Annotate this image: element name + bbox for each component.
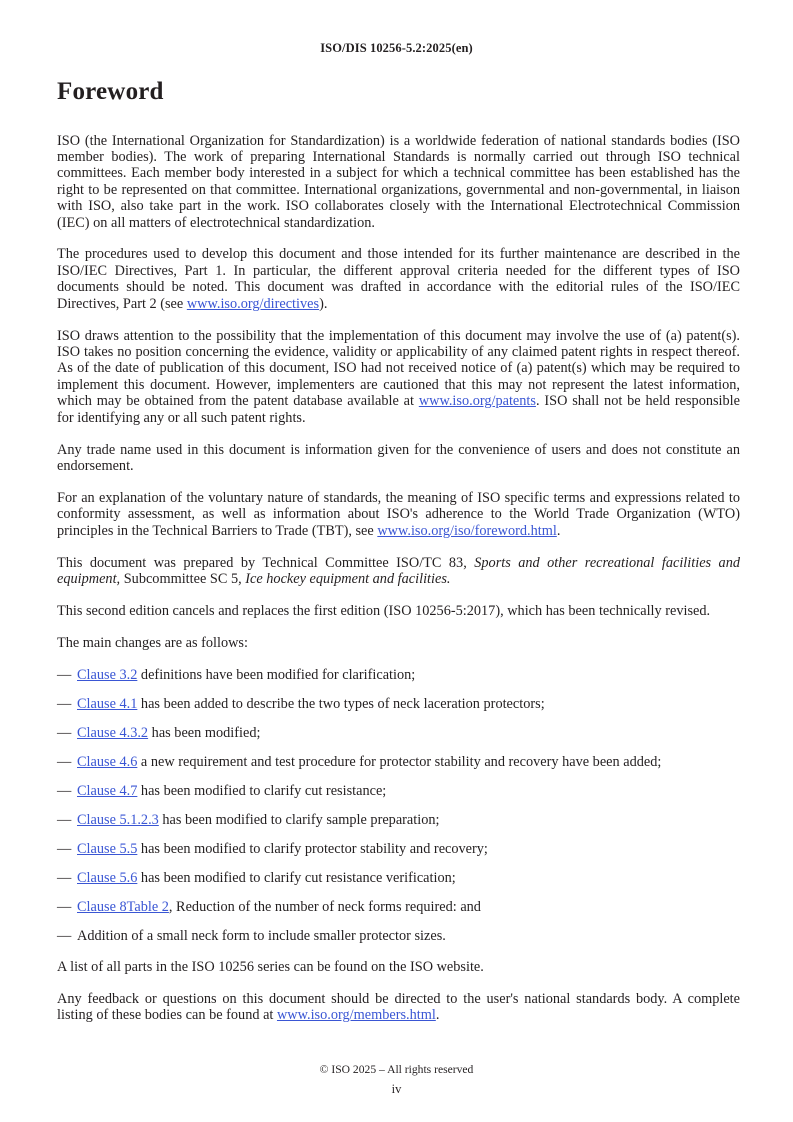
link-iso-patents[interactable]: www.iso.org/patents bbox=[418, 393, 536, 410]
list-dash: — bbox=[57, 782, 72, 799]
link-clause[interactable]: Clause 8Table 2 bbox=[77, 898, 169, 915]
footer-copyright: © ISO 2025 – All rights reserved bbox=[319, 1063, 474, 1076]
paragraph-patents bbox=[57, 328, 740, 426]
committee-text-2: Subcommittee SC 5, bbox=[120, 570, 246, 587]
list-dash: — bbox=[57, 666, 72, 683]
list-item bbox=[57, 696, 740, 712]
list-item-text: has been modified to clarify cut resistance verification; bbox=[137, 869, 456, 886]
list-item bbox=[57, 783, 740, 799]
list-item bbox=[57, 841, 740, 857]
list-item bbox=[57, 899, 740, 915]
list-item-text: , Reduction of the number of neck forms required: and bbox=[168, 898, 481, 915]
running-head: ISO/DIS 10256-5.2:2025(en) bbox=[320, 41, 473, 55]
list-dash: — bbox=[57, 898, 72, 915]
link-clause[interactable]: Clause 5.5 bbox=[77, 840, 138, 857]
paragraph-procedures bbox=[57, 246, 740, 312]
paragraph-trade-name: Any trade name used in this document is information given for the convenience of users and does not constitute an endorsement. bbox=[57, 441, 740, 474]
list-item bbox=[57, 928, 740, 944]
link-clause[interactable]: Clause 4.6 bbox=[77, 753, 138, 770]
list-item-text: has been modified; bbox=[148, 724, 261, 741]
link-clause[interactable]: Clause 4.1 bbox=[77, 695, 138, 712]
paragraph-committee bbox=[57, 555, 740, 588]
paragraph-patents-text-before: ISO draws attention to the possibility that the implementation of this document may involve the use of (a) patent(s). ISO takes no position concerning the evidence, validity or applicability of any claimed patent rights in respect thereof. As of the date of publication of this document, ISO had not received notice of (a) patent(s) which may be required to implement this document. However, implementers are cautioned that this may not represent the latest information, which may be obtained from the patent database available at bbox=[57, 327, 740, 410]
paragraph-voluntary-nature bbox=[57, 490, 740, 539]
link-iso-directives[interactable]: www.iso.org/directives bbox=[186, 295, 320, 312]
list-item-text: has been modified to clarify protector stability and recovery; bbox=[137, 840, 488, 857]
list-item-text: has been modified to clarify sample preparation; bbox=[158, 811, 440, 828]
list-item bbox=[57, 725, 740, 741]
paragraph-patents-text-after: . ISO shall not be held responsible for identifying any or all such patent rights. bbox=[57, 393, 740, 426]
list-dash: — bbox=[57, 869, 72, 886]
list-dash: — bbox=[57, 724, 72, 741]
list-item bbox=[57, 754, 740, 770]
list-item-text: has been modified to clarify cut resistance; bbox=[137, 782, 387, 799]
list-dash: — bbox=[57, 811, 72, 828]
paragraph-procedures-text-after: ). bbox=[319, 295, 328, 312]
list-item-text: a new requirement and test procedure for protector stability and recovery have been added; bbox=[137, 753, 662, 770]
paragraph-iso-intro: ISO (the International Organization for Standardization) is a worldwide federation of national standards bodies (ISO member bodies). The work of preparing International Standards is normally carried out through ISO technical committees. Each member body interested in a subject for which a technical committee has been established has the right to be represented on that committee. International organizations, governmental and non-governmental, in liaison with ISO, also take part in the work. ISO collaborates closely with the International Electrotechnical Commission (IEC) on all matters of electrotechnical standardization. bbox=[57, 132, 740, 231]
committee-title-tc83: Sports and other recreational facilities and equipment, bbox=[57, 554, 741, 587]
list-item-text: has been added to describe the two types of neck laceration protectors; bbox=[137, 695, 545, 712]
committee-title-sc5: Ice hockey equipment and facilities. bbox=[245, 570, 451, 587]
list-item bbox=[57, 667, 740, 683]
link-iso-foreword[interactable]: www.iso.org/iso/foreword.html bbox=[377, 522, 557, 539]
paragraph-feedback bbox=[57, 991, 740, 1024]
list-item-text: definitions have been modified for clarification; bbox=[137, 666, 416, 683]
list-item-text: Addition of a small neck form to include smaller protector sizes. bbox=[77, 927, 446, 944]
list-dash: — bbox=[57, 840, 72, 857]
link-iso-members[interactable]: www.iso.org/members.html bbox=[276, 1007, 436, 1024]
page-number: iv bbox=[391, 1082, 402, 1096]
page-title: Foreword bbox=[57, 78, 164, 105]
paragraph-feedback-text-before: Any feedback or questions on this document should be directed to the user's national standards body. A complete listing of these bodies can be found at bbox=[57, 990, 740, 1024]
link-clause[interactable]: Clause 5.6 bbox=[77, 869, 138, 886]
paragraph-voluntary-text-after: . bbox=[556, 522, 561, 539]
list-dash: — bbox=[57, 927, 72, 944]
list-dash: — bbox=[57, 695, 72, 712]
list-item bbox=[57, 812, 740, 828]
committee-text-1: This document was prepared by Technical Committee ISO/TC 83, bbox=[57, 554, 475, 571]
paragraph-voluntary-text-before: For an explanation of the voluntary nature of standards, the meaning of ISO specific terms and expressions related to conformity assessment, as well as information about ISO's adherence to the World Trade Organization (WTO) principles in the Technical Barriers to Trade (TBT), see bbox=[57, 489, 740, 539]
paragraph-edition-replaces: This second edition cancels and replaces the first edition (ISO 10256-5:2017), which has been technically revised. bbox=[57, 602, 711, 619]
link-clause[interactable]: Clause 5.1.2.3 bbox=[77, 811, 159, 828]
changes-list bbox=[57, 667, 740, 944]
list-dash: — bbox=[57, 753, 72, 770]
paragraph-parts-list: A list of all parts in the ISO 10256 series can be found on the ISO website. bbox=[57, 959, 484, 976]
changes-intro: The main changes are as follows: bbox=[57, 634, 248, 651]
paragraph-feedback-text-after: . bbox=[435, 1007, 440, 1024]
list-item bbox=[57, 870, 740, 886]
link-clause[interactable]: Clause 4.7 bbox=[77, 782, 138, 799]
link-clause[interactable]: Clause 4.3.2 bbox=[77, 724, 149, 741]
link-clause[interactable]: Clause 3.2 bbox=[77, 666, 138, 683]
document-content bbox=[57, 78, 740, 1039]
paragraph-procedures-text-before: The procedures used to develop this document and those intended for its further maintenance are described in the ISO/IEC Directives, Part 1. In particular, the different approval criteria needed for the different types of ISO documents should be noted. This document was drafted in accordance with the editorial rules of the ISO/IEC Directives, Part 2 (see bbox=[57, 246, 740, 312]
